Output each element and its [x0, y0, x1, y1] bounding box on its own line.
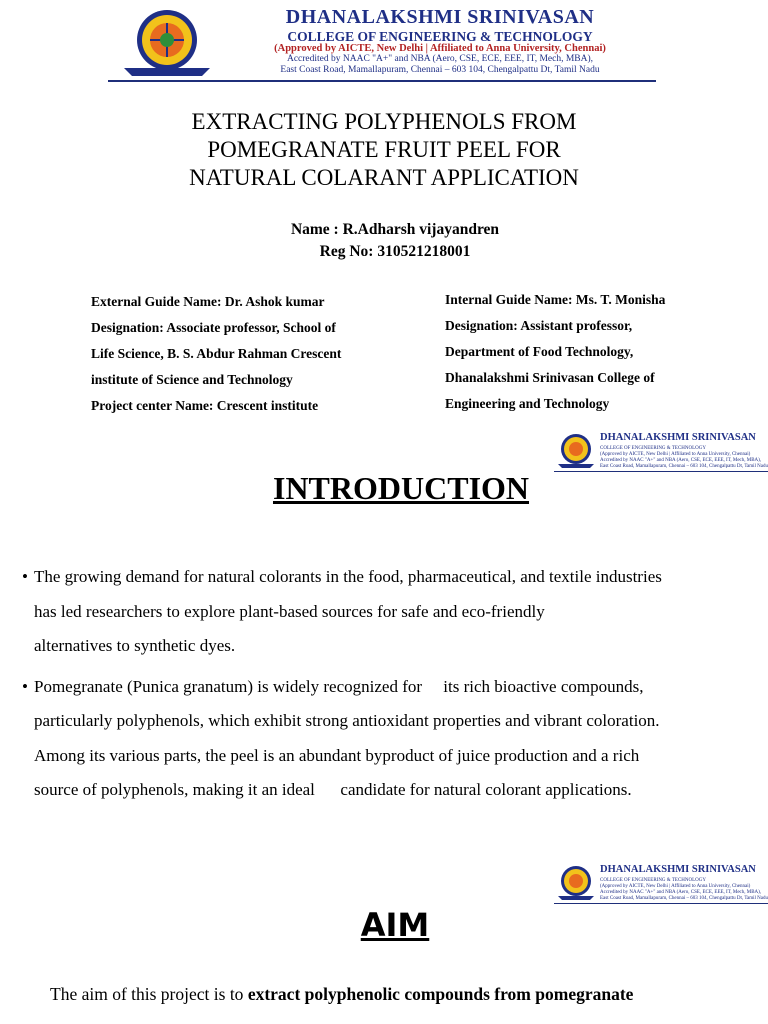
header-divider	[108, 80, 656, 82]
aim-text-bold: extract polyphenolic compounds from pomegranate	[247, 984, 634, 1004]
mini-logo-line: East Coast Road, Mamallapuram, Chennai – 603 104, Chengalpattu Dt, Tamil Nadu	[600, 464, 768, 469]
guide-line: Life Science, B. S. Abdur Rahman Crescent	[91, 346, 342, 361]
guide-line: External Guide Name: Dr. Ashok kumar	[91, 294, 325, 309]
guide-line: Designation: Associate professor, School of	[91, 320, 336, 335]
guide-line: Designation: Assistant professor,	[445, 318, 633, 333]
aim-heading: AIM	[360, 906, 430, 944]
mini-logo-title: DHANALAKSHMI SRINIVASAN	[600, 864, 756, 875]
guide-line: Dhanalakshmi Srinivasan College of	[445, 370, 655, 385]
guide-line: institute of Science and Technology	[91, 372, 293, 387]
guide-line: Engineering and Technology	[445, 396, 610, 411]
internal-guide-block	[445, 287, 745, 417]
external-guide-block	[91, 289, 391, 419]
bullet-line: Among its various parts, the peel is an abundant byproduct of juice production and a rich	[34, 745, 640, 765]
college-subtitle: COLLEGE OF ENGINEERING & TECHNOLOGY	[287, 29, 593, 44]
bullet-icon: •	[22, 676, 28, 696]
introduction-heading: INTRODUCTION	[272, 470, 530, 506]
introduction-bullets	[22, 560, 752, 814]
mini-logo-line: (Approved by AICTE, New Delhi | Affiliated to Anna University, Chennai)	[600, 884, 751, 889]
mini-logo-line: Accredited by NAAC "A+" and NBA (Aero, CSE, ECE, EEE, IT, Mech, MBA),	[600, 458, 762, 463]
mini-logo-rule	[554, 903, 768, 904]
title-line: POMEGRANATE FRUIT PEEL FOR	[207, 137, 561, 162]
student-reg-no: Reg No: 310521218001	[319, 243, 471, 260]
mini-logo-line: COLLEGE OF ENGINEERING & TECHNOLOGY	[600, 878, 707, 883]
project-title	[100, 108, 668, 192]
aim-text	[50, 984, 750, 1005]
college-name: DHANALAKSHMI SRINIVASAN	[285, 6, 595, 28]
guide-line: Internal Guide Name: Ms. T. Monisha	[445, 292, 666, 307]
mini-logo-line: Accredited by NAAC "A+" and NBA (Aero, CSE, ECE, EEE, IT, Mech, MBA),	[600, 890, 762, 895]
college-address: East Coast Road, Mamallapuram, Chennai – 603 104, Chengalpattu Dt, Tamil Nadu	[280, 65, 600, 75]
mini-logo-line: COLLEGE OF ENGINEERING & TECHNOLOGY	[600, 446, 707, 451]
college-mini-logo	[554, 430, 768, 474]
bullet-line: source of polyphenols, making it an ideal candidate for natural colorant applications.	[34, 780, 632, 799]
college-accreditation: Accredited by NAAC "A+" and NBA (Aero, CSE, ECE, EEE, IT, Mech, MBA),	[286, 54, 594, 64]
bullet-icon: •	[22, 567, 28, 586]
college-mini-logo	[554, 862, 768, 906]
college-emblem-icon	[122, 6, 222, 80]
bullet-line: has led researchers to explore plant-based sources for safe and eco-friendly	[34, 601, 545, 621]
college-emblem-icon	[556, 864, 596, 902]
list-item	[22, 670, 752, 808]
mini-logo-line: (Approved by AICTE, New Delhi | Affiliated to Anna University, Chennai)	[600, 452, 751, 457]
title-line: NATURAL COLARANT APPLICATION	[189, 165, 579, 190]
mini-logo-line: East Coast Road, Mamallapuram, Chennai – 603 104, Chengalpattu Dt, Tamil Nadu	[600, 896, 768, 901]
list-item	[22, 560, 752, 664]
bullet-line: particularly polyphenols, which exhibit strong antioxidant properties and vibrant coloration.	[34, 711, 660, 730]
college-emblem-icon	[556, 432, 596, 470]
college-approval: (Approved by AICTE, New Delhi | Affiliated to Anna University, Chennai)	[274, 43, 606, 54]
aim-text-plain: The aim of this project is to	[50, 984, 248, 1004]
student-name: Name : R.Adharsh vijayandren	[290, 221, 500, 238]
mini-logo-title: DHANALAKSHMI SRINIVASAN	[600, 432, 756, 443]
bullet-line: alternatives to synthetic dyes.	[34, 636, 236, 655]
title-line: EXTRACTING POLYPHENOLS FROM	[191, 109, 577, 134]
bullet-line: The growing demand for natural colorants in the food, pharmaceutical, and textile industries	[34, 567, 662, 586]
student-info	[100, 219, 690, 263]
guide-line: Project center Name: Crescent institute	[91, 398, 319, 413]
guide-line: Department of Food Technology,	[445, 344, 634, 359]
bullet-line: Pomegranate (Punica granatum) is widely recognized for its rich bioactive compounds,	[34, 676, 644, 696]
